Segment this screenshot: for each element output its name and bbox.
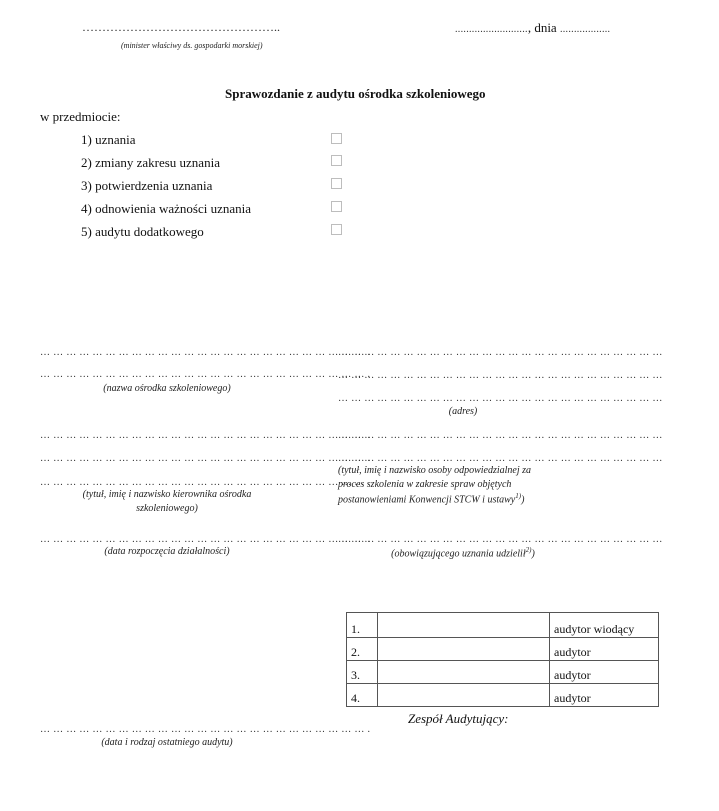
option-label-1: 1) uznania bbox=[81, 132, 136, 147]
start-date-line[interactable]: … … … … … … … … … … … … … … … … … … … … … … … … … . bbox=[40, 534, 371, 545]
option-checkbox-4[interactable] bbox=[331, 201, 342, 212]
center-name-line-1[interactable]: … … … … … … … … … … … … … … … … … … … … … … … … … . bbox=[40, 347, 371, 358]
manager-caption-2: szkoleniowego) bbox=[136, 503, 198, 514]
responsible-caption-1: (tytuł, imię i nazwisko osoby odpowiedzialnej za bbox=[338, 465, 532, 476]
address-caption: (adres) bbox=[448, 406, 478, 417]
option-checkbox-3[interactable] bbox=[331, 178, 342, 189]
responsible-line-1[interactable]: … … … … … … … … … … … … … … … … … … … … … … … … … bbox=[338, 430, 663, 441]
auditor-name-cell[interactable] bbox=[378, 613, 550, 638]
granting-caption-text: (obowiązującego uznania udzielił bbox=[391, 548, 526, 560]
table-row bbox=[347, 684, 659, 707]
auditor-name-cell[interactable] bbox=[378, 661, 550, 684]
option-label-3: 3) potwierdzenia uznania bbox=[81, 178, 213, 193]
responsible-caption-2: proces szkolenia w zakresie spraw objętych bbox=[338, 479, 512, 490]
responsible-caption-3-end: ) bbox=[521, 494, 525, 506]
auditor-role: audytor bbox=[550, 661, 659, 684]
subject-label: w przedmiocie: bbox=[40, 109, 121, 124]
table-row bbox=[347, 661, 659, 684]
manager-caption-1: (tytuł, imię i nazwisko kierownika ośrodka bbox=[82, 489, 252, 500]
date-label: , dnia bbox=[527, 20, 557, 35]
option-checkbox-1[interactable] bbox=[331, 133, 342, 144]
responsible-caption-3 bbox=[338, 492, 524, 505]
granting-caption-end: ) bbox=[531, 548, 535, 560]
last-audit-caption: (data i rodzaj ostatniego audytu) bbox=[101, 737, 233, 748]
responsible-line-2[interactable]: … … … … … … … … … … … … … … … … … … … … … … … … … bbox=[338, 453, 663, 464]
responsible-caption-3-text: postanowieniami Konwencji STCW i ustawy bbox=[338, 494, 516, 506]
option-label-5: 5) audytu dodatkowego bbox=[81, 224, 204, 239]
granting-line[interactable]: … … … … … … … … … … … … … … … … … … … … … … … … … bbox=[338, 534, 663, 545]
table-row bbox=[347, 613, 659, 638]
footnote-ref-1: 1) bbox=[515, 492, 522, 500]
place-date-line bbox=[455, 20, 610, 36]
start-date-caption: (data rozpoczęcia działalności) bbox=[104, 546, 230, 557]
place-dots: .......................... bbox=[455, 24, 528, 35]
auditor-role: audytor bbox=[550, 638, 659, 661]
row-number: 4. bbox=[347, 684, 378, 707]
audit-team-caption: Zespół Audytujący: bbox=[408, 711, 509, 726]
center-name-line-2[interactable]: … … … … … … … … … … … … … … … … … … … … … … … … … . bbox=[40, 369, 371, 380]
manager-line-2[interactable]: … … … … … … … … … … … … … … … … … … … … … … … … … . bbox=[40, 453, 371, 464]
option-checkbox-2[interactable] bbox=[331, 155, 342, 166]
address-line-2[interactable]: … … … … … … … … … … … … … … … … … … … … … … … … … bbox=[338, 370, 663, 381]
address-line-1[interactable]: … … … … … … … … … … … … … … … … … … … … … … … … … bbox=[338, 347, 663, 358]
auditor-name-cell[interactable] bbox=[378, 684, 550, 707]
document-title: Sprawozdanie z audytu ośrodka szkoleniowego bbox=[225, 86, 486, 101]
manager-line-1[interactable]: … … … … … … … … … … … … … … … … … … … … … … … … … . bbox=[40, 430, 371, 441]
table-row bbox=[347, 638, 659, 661]
option-label-2: 2) zmiany zakresu uznania bbox=[81, 155, 220, 170]
row-number: 3. bbox=[347, 661, 378, 684]
row-number: 1. bbox=[347, 613, 378, 638]
auditor-name-cell[interactable] bbox=[378, 638, 550, 661]
audit-team-table bbox=[346, 612, 659, 707]
granting-caption bbox=[338, 546, 588, 559]
minister-dots: ………………………………………….. bbox=[82, 20, 280, 34]
manager-line-3[interactable]: … … … … … … … … … … … … … … … … … … … … … … … … … . bbox=[40, 477, 371, 488]
minister-caption: (minister właściwy ds. gospodarki morskiej) bbox=[121, 41, 263, 50]
option-label-4: 4) odnowienia ważności uznania bbox=[81, 201, 252, 216]
center-name-caption: (nazwa ośrodka szkoleniowego) bbox=[103, 383, 231, 394]
auditor-role: audytor wiodący bbox=[550, 613, 659, 638]
row-number: 2. bbox=[347, 638, 378, 661]
auditor-role: audytor bbox=[550, 684, 659, 707]
address-line-3[interactable]: … … … … … … … … … … … … … … … … … … … … … … … … … bbox=[338, 393, 663, 404]
date-dots: .................. bbox=[559, 24, 611, 35]
footnote-ref-2: 2) bbox=[525, 546, 532, 554]
last-audit-line[interactable]: … … … … … … … … … … … … … … … … … … … … … … … … … . bbox=[40, 724, 371, 735]
option-checkbox-5[interactable] bbox=[331, 224, 342, 235]
